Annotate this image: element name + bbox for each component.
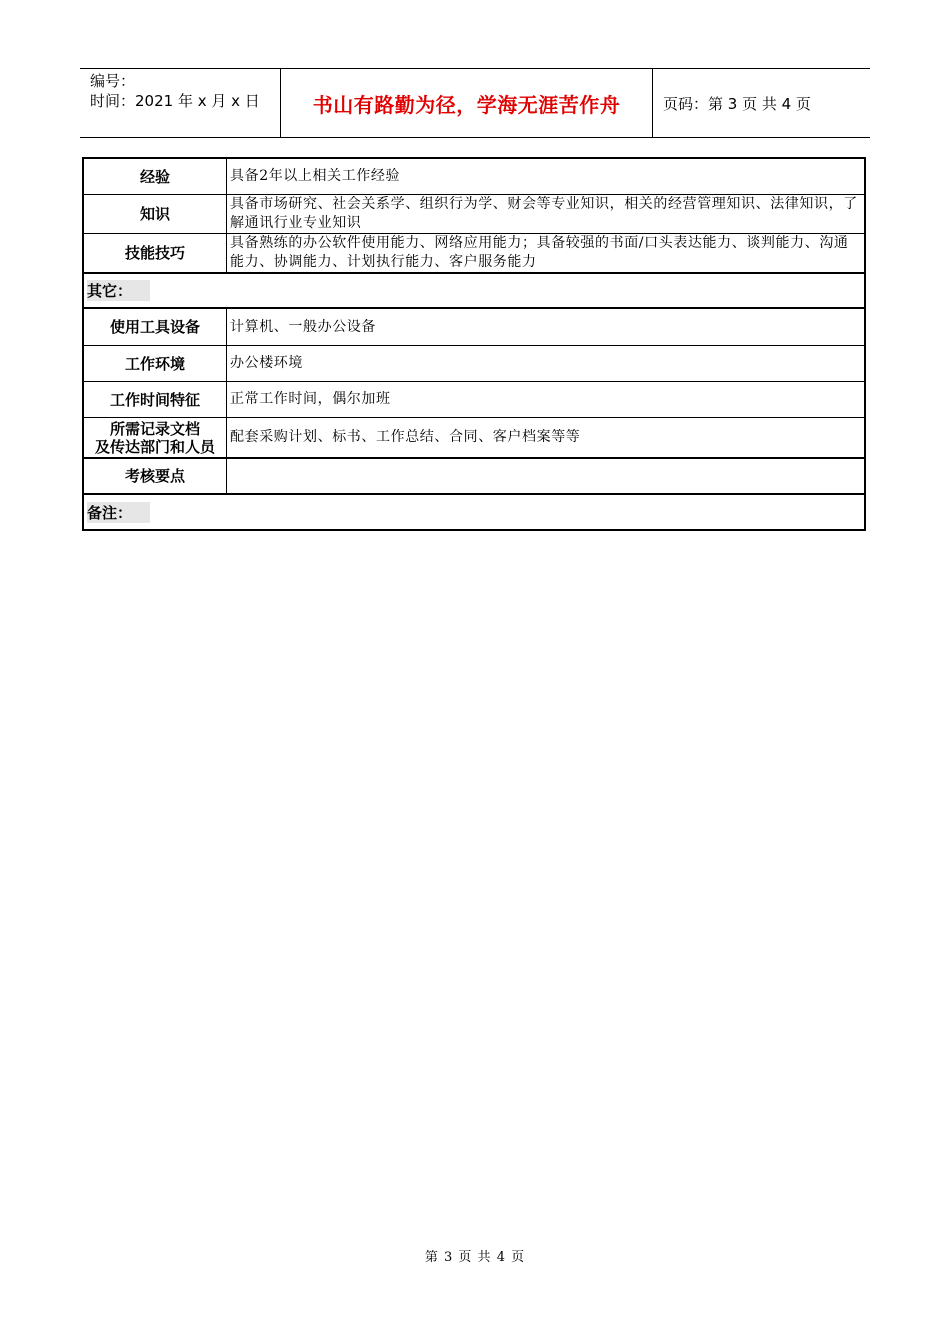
document-number-label: 编号： [90, 72, 136, 90]
job-requirements-table [82, 157, 866, 531]
row-environment [84, 346, 864, 382]
row-label: 考核要点 [84, 459, 227, 493]
row-label: 经验 [84, 159, 227, 194]
row-label [84, 418, 227, 457]
row-value: 计算机、一般办公设备 [230, 318, 376, 335]
row-value: 具备2年以上相关工作经验 [230, 168, 401, 184]
row-label: 技能技巧 [84, 234, 227, 272]
row-value: 正常工作时间，偶尔加班 [230, 391, 391, 407]
header-motto: 书山有路勤为径，学海无涯苦作舟 [281, 69, 653, 137]
row-value: 配套采购计划、标书、工作总结、合同、客户档案等等 [230, 429, 581, 445]
section-label-remarks: 备注： [87, 502, 150, 523]
row-value: 办公楼环境 [230, 355, 303, 371]
row-other [84, 274, 864, 309]
row-label: 工作环境 [84, 346, 227, 381]
header-page-info: 页码：第 3 页 共 4 页 [663, 94, 811, 113]
row-work-time [84, 382, 864, 418]
row-documents [84, 418, 864, 459]
row-label-line: 所需记录文档 [109, 419, 200, 438]
page-footer: 第 3 页 共 4 页 [424, 1250, 526, 1265]
row-tools [84, 309, 864, 346]
document-date: 时间：2021 年 x 月 x 日 [90, 92, 260, 110]
row-label: 知识 [84, 195, 227, 233]
section-label-other: 其它： [87, 280, 150, 301]
row-knowledge [84, 195, 864, 234]
row-label-line: 及传达部门和人员 [94, 437, 215, 456]
page-header [80, 68, 870, 138]
row-experience [84, 159, 864, 195]
row-value: 具备熟练的办公软件使用能力、网络应用能力；具备较强的书面/口头表达能力、谈判能力、沟通能力、协调能力、计划执行能力、客户服务能力 [230, 235, 849, 270]
row-value [227, 459, 864, 493]
row-label: 工作时间特征 [84, 382, 227, 417]
row-value: 具备市场研究、社会关系学、组织行为学、财会等专业知识，相关的经营管理知识、法律知识，了解通讯行业专业知识 [230, 196, 858, 231]
row-remarks [84, 495, 864, 531]
row-assessment [84, 459, 864, 495]
row-skills [84, 234, 864, 274]
header-meta [80, 69, 281, 137]
row-label: 使用工具设备 [84, 309, 227, 345]
